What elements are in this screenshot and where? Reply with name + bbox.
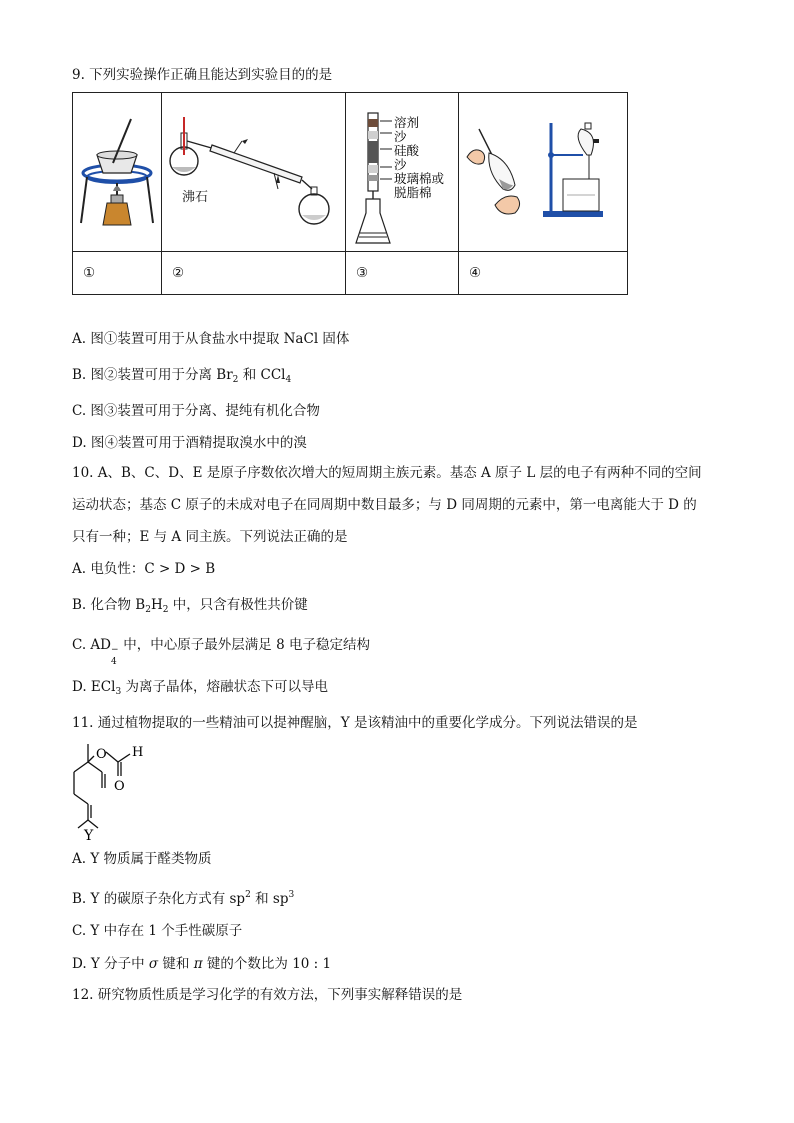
q11-option-d: D. Y 分子中 σ 键和 π 键的个数比为 10 : 1 bbox=[72, 956, 332, 972]
apparatus-table bbox=[72, 92, 628, 295]
q12-stem: 12. 研究物质性质是学习化学的有效方法，下列事实解释错误的是 bbox=[72, 987, 463, 1003]
figure-3-column bbox=[346, 93, 459, 252]
q10-stem-line1: 10. A、B、C、D、E 是原子序数依次增大的短周期主族元素。基态 A 原子 L 层的电子有两种不同的空间 bbox=[72, 465, 702, 481]
q9-option-b: B. 图②装置可用于分离 $Br_2$ 和 CCl$_4$ bbox=[72, 367, 292, 385]
evaporation-apparatus-icon bbox=[73, 93, 161, 247]
q11-option-b: B. Y 的碳原子杂化方式有 $sp^2$ 和 $sp^3$ bbox=[72, 890, 295, 907]
figure-4-separatory-funnel bbox=[459, 93, 628, 252]
figure-2-distillation bbox=[162, 93, 346, 252]
q11-option-a: A. Y 物质属于醛类物质 bbox=[72, 851, 212, 867]
q10-stem-line2: 运动状态；基态 C 原子的未成对电子在同周期中数目最多；与 D 同周期的元素中，第一电离能大于 D 的 bbox=[72, 497, 697, 513]
separatory-funnel-icon bbox=[459, 93, 627, 247]
silica-label: 硅酸 bbox=[394, 143, 420, 158]
q9-option-a: A. 图①装置可用于从食盐水中提取 NaCl 固体 bbox=[72, 331, 350, 347]
figure-label-3: ③ bbox=[346, 252, 459, 295]
sand-label-bottom: 沙 bbox=[394, 157, 407, 172]
q10-option-a: A. 电负性：C > D > B bbox=[72, 561, 216, 577]
distillation-apparatus-icon bbox=[162, 93, 345, 247]
cotton-label: 脱脂棉 bbox=[394, 185, 432, 200]
q10-option-b: B. 化合物 $B_2H_2$ 中，只含有极性共价键 bbox=[72, 597, 308, 615]
compound-y-structure bbox=[66, 740, 166, 844]
solvent-label: 溶剂 bbox=[394, 115, 420, 130]
glass-wool-label: 玻璃棉或 bbox=[394, 171, 445, 186]
q11-option-c: C. Y 中存在 1 个手性碳原子 bbox=[72, 923, 243, 939]
sand-label-top: 沙 bbox=[394, 129, 407, 144]
q9-stem: 9. 下列实验操作正确且能达到实验目的的是 bbox=[72, 67, 333, 83]
q10-stem-line3: 只有一种；E 与 A 同主族。下列说法正确的是 bbox=[72, 529, 348, 545]
sigma-symbol: σ bbox=[148, 956, 159, 972]
figure-label-2: ② bbox=[162, 252, 346, 295]
chromatography-column-icon bbox=[346, 93, 458, 247]
figure-label-4: ④ bbox=[459, 252, 628, 295]
q11-stem: 11. 通过植物提取的一些精油可以提神醒脑，Y 是该精油中的重要化学成分。下列说法错误的是 bbox=[72, 715, 638, 731]
boiling-chips-label: 沸石 bbox=[182, 190, 209, 205]
q9-option-c: C. 图③装置可用于分离、提纯有机化合物 bbox=[72, 403, 320, 419]
carbonyl-oxygen-label: O bbox=[114, 779, 125, 794]
figure-label-1: ① bbox=[73, 252, 162, 295]
compound-y-label: Y bbox=[84, 828, 94, 844]
pi-symbol: π bbox=[193, 956, 203, 972]
ester-oxygen-label: O bbox=[96, 747, 107, 762]
q10-option-d: D. ECl$_3$ 为离子晶体，熔融状态下可以导电 bbox=[72, 679, 328, 697]
q9-option-d: D. 图④装置可用于酒精提取溴水中的溴 bbox=[72, 435, 307, 451]
q10-option-c: C. AD − 4 中，中心原子最外层满足 8 电子稳定结构 bbox=[72, 637, 370, 667]
formyl-h-label: H bbox=[132, 745, 144, 760]
figure-1-evaporation bbox=[73, 93, 162, 252]
